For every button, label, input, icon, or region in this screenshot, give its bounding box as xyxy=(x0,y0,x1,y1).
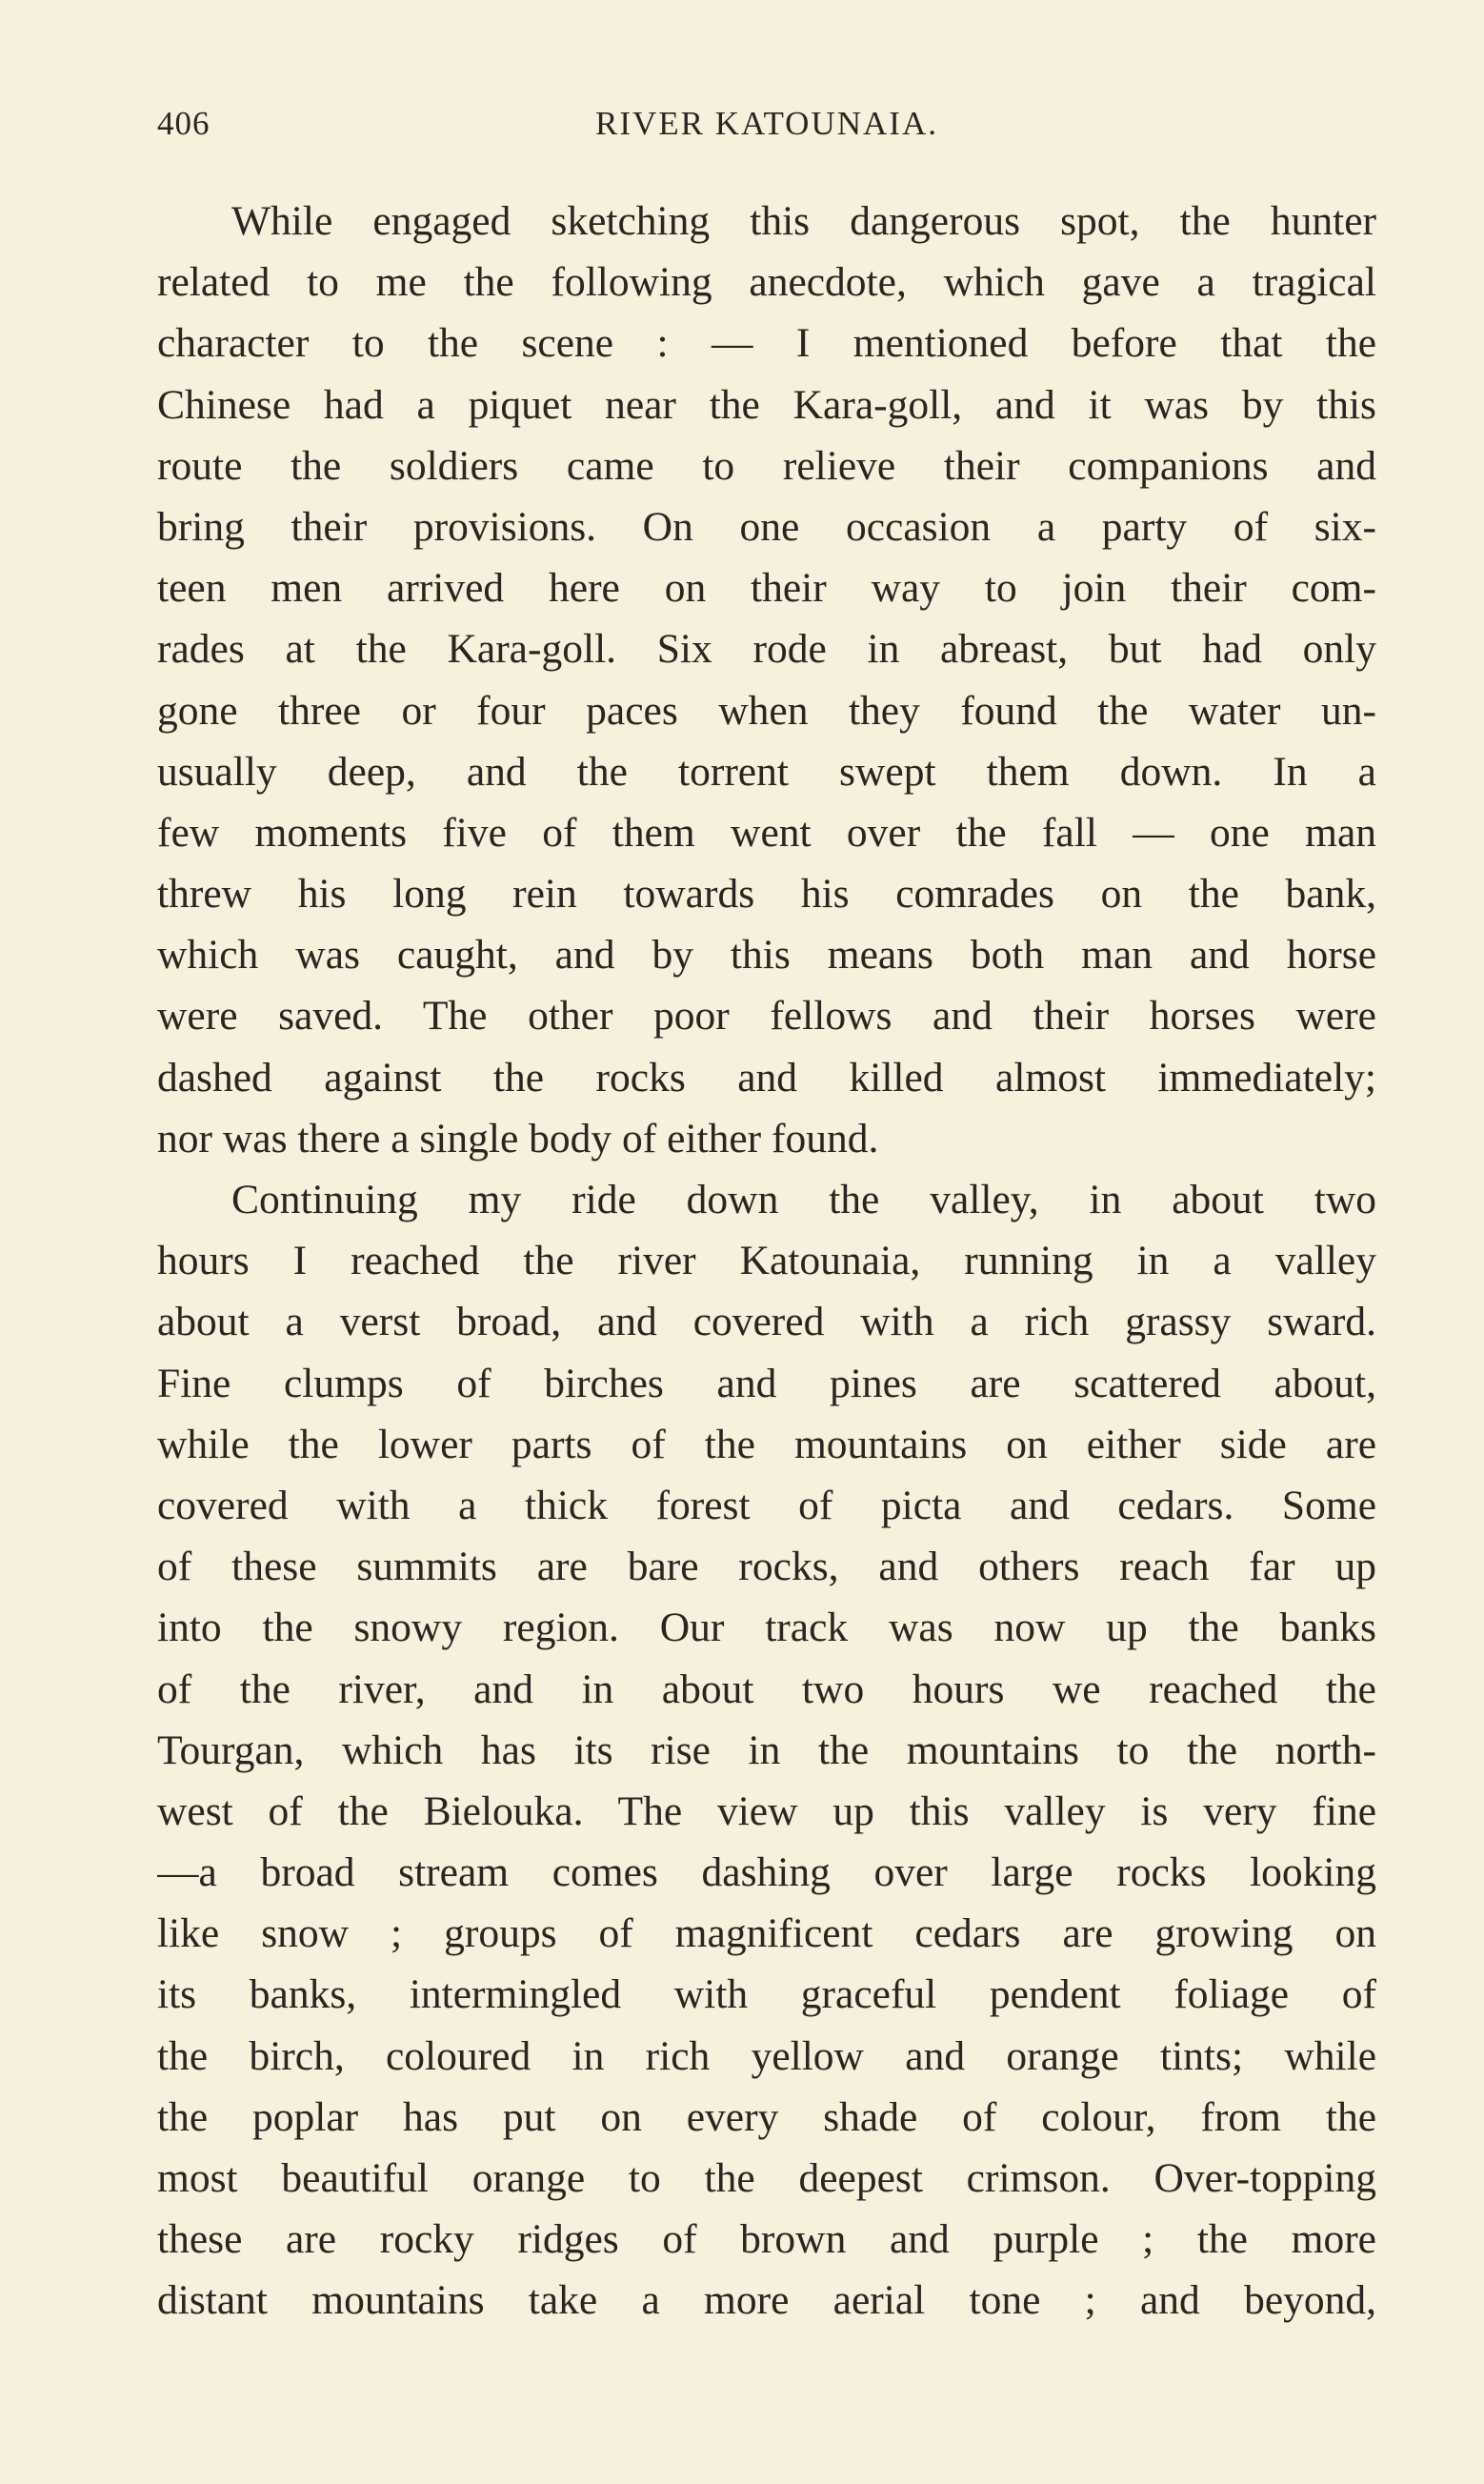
text-line: the birch, coloured in rich yellow and orange tints; while xyxy=(157,2032,1376,2079)
text-line: of the river, and in about two hours we reached the xyxy=(157,1666,1376,1712)
text-line: Tourgan, which has its rise in the mountains to the north- xyxy=(157,1727,1376,1773)
text-line: of these summits are bare rocks, and others reach far up xyxy=(157,1544,1376,1590)
text-line: While engaged sketching this dangerous spot, the hunter xyxy=(231,198,1376,244)
text-line: which was caught, and by this means both man and horse xyxy=(157,932,1376,979)
text-line: teen men arrived here on their way to join their com- xyxy=(157,565,1376,612)
text-line: Fine clumps of birches and pines are scattered about, xyxy=(157,1360,1376,1406)
text-line: these are rocky ridges of brown and purple ; the more xyxy=(157,2216,1376,2263)
text-line: gone three or four paces when they found the water un- xyxy=(157,687,1376,734)
text-line: Continuing my ride down the valley, in about two xyxy=(231,1177,1376,1222)
text-line: covered with a thick forest of picta and cedars. Some xyxy=(157,1482,1376,1528)
text-line: were saved. The other poor fellows and their horses were xyxy=(157,993,1376,1040)
text-line: distant mountains take a more aerial tone ; and beyond, xyxy=(157,2277,1376,2324)
text-line: its banks, intermingled with graceful pendent foliage of xyxy=(157,1971,1376,2018)
body-text xyxy=(157,191,1376,2332)
running-head xyxy=(157,105,1376,152)
text-line: hours I reached the river Katounaia, running in a valley xyxy=(157,1238,1376,1284)
text-line: most beautiful orange to the deepest crimson. Over-topping xyxy=(157,2155,1376,2201)
text-line: usually deep, and the torrent swept them down. In a xyxy=(157,748,1376,795)
text-line: nor was there a single body of either found. xyxy=(157,1115,879,1161)
page-number: 406 xyxy=(157,105,211,142)
running-title: RIVER KATOUNAIA. xyxy=(595,105,938,142)
text-line: character to the scene : — I mentioned before that the xyxy=(157,320,1376,367)
text-line: few moments five of them went over the fall — one man xyxy=(157,809,1376,856)
text-line: like snow ; groups of magnificent cedars are growing on xyxy=(157,1910,1376,1957)
text-line: dashed against the rocks and killed almost immediately; xyxy=(157,1054,1376,1101)
text-line: about a verst broad, and covered with a rich grassy sward. xyxy=(157,1299,1376,1345)
text-line: the poplar has put on every shade of colour, from the xyxy=(157,2093,1376,2140)
text-line: into the snowy region. Our track was now up the banks xyxy=(157,1605,1376,1651)
text-line: route the soldiers came to relieve their companions and xyxy=(157,442,1376,489)
text-line: while the lower parts of the mountains on either side are xyxy=(157,1421,1376,1467)
text-line: bring their provisions. On one occasion a party of six- xyxy=(157,503,1376,550)
text-line: related to me the following anecdote, which gave a tragical xyxy=(157,259,1376,306)
text-line: —a broad stream comes dashing over large rocks looking xyxy=(157,1849,1376,1896)
text-line: Chinese had a piquet near the Kara-goll, and it was by this xyxy=(157,381,1376,428)
text-line: threw his long rein towards his comrades on the bank, xyxy=(157,871,1376,918)
text-line: west of the Bielouka. The view up this valley is very fine xyxy=(157,1787,1376,1834)
text-line: rades at the Kara-goll. Six rode in abreast, but had only xyxy=(157,626,1376,673)
